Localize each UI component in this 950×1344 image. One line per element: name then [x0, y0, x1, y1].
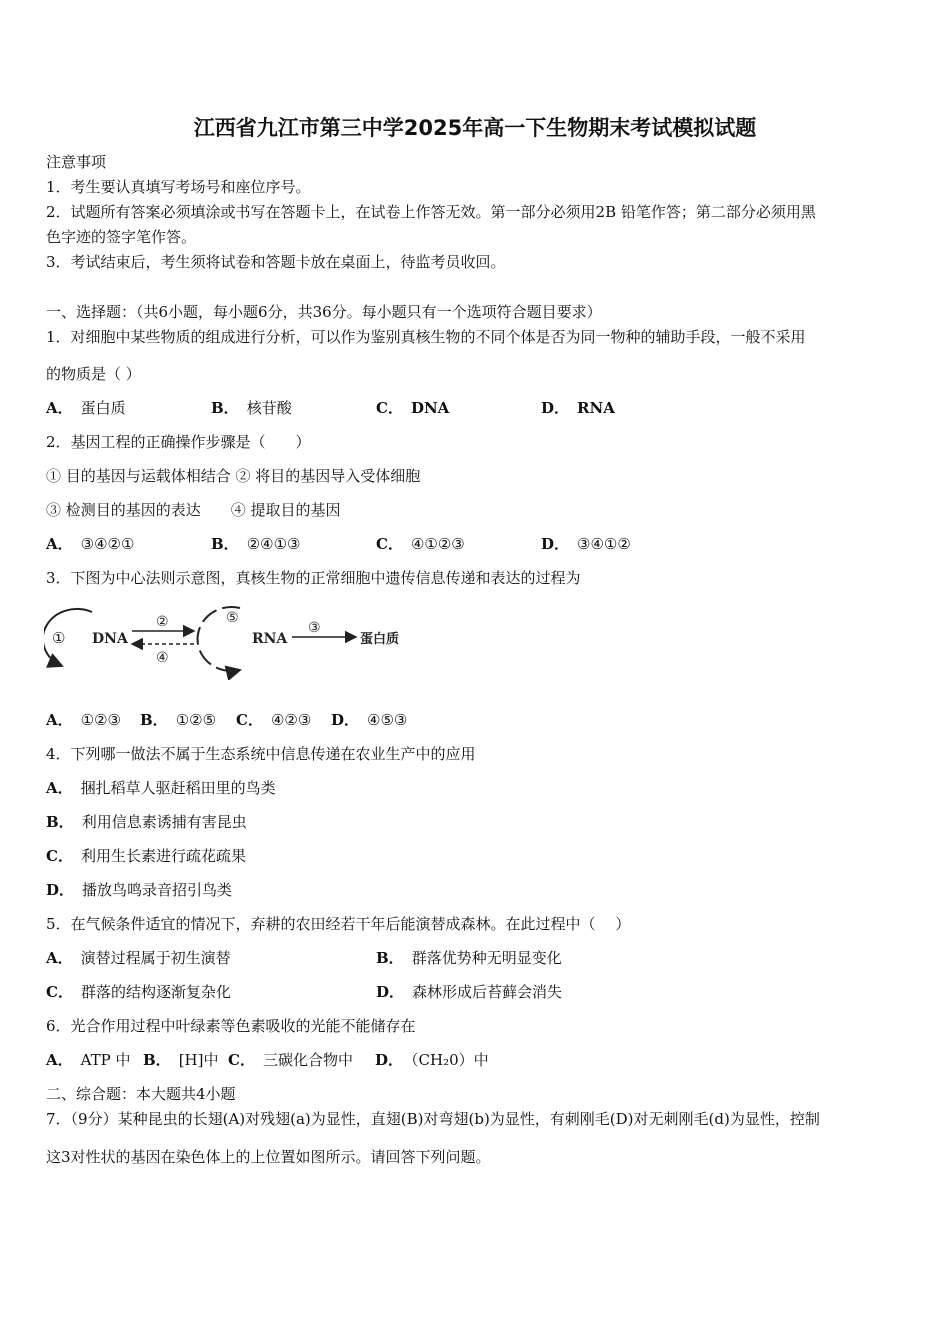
- q2-stem: 2．基因工程的正确操作步骤是（ ）: [46, 433, 311, 451]
- q1-option-c-label: C．: [376, 399, 403, 417]
- q4-option-c-label: C．: [46, 847, 73, 865]
- q6-stem: 6．光合作用过程中叶绿素等色素吸收的光能不能储存在: [46, 1017, 416, 1035]
- q4-option-b-text: 利用信息素诱捕有害昆虫: [81, 813, 247, 831]
- diagram-label-5: ⑤: [226, 610, 239, 626]
- q3-option-c[interactable]: [236, 711, 311, 729]
- diagram-label-rna: RNA: [252, 631, 288, 647]
- q1-option-a[interactable]: [46, 399, 126, 417]
- q4-stem: 4．下列哪一做法不属于生态系统中信息传递在农业生产中的应用: [46, 745, 476, 763]
- q5-option-c-text: 群落的结构逐渐复杂化: [80, 983, 231, 1001]
- notice-item-1: 1．考生要认真填写考场号和座位序号。: [46, 178, 311, 196]
- q7-stem-line1: 7．（9分）某种昆虫的长翅(A)对残翅(a)为显性，直翅(B)对弯翅(b)为显性，有刺刚毛(D)对无刺刚毛(d)为显性，控制: [46, 1110, 820, 1128]
- q4-option-c[interactable]: [46, 847, 246, 865]
- q2-option-d-label: D．: [541, 535, 570, 553]
- q2-option-a-label: A．: [46, 535, 73, 553]
- q5-option-b-label: B．: [376, 949, 404, 967]
- q6-option-c-label: C．: [228, 1051, 255, 1069]
- q1-option-d-text: RNA: [577, 399, 615, 417]
- q2-option-c-text: ④①②③: [410, 535, 465, 553]
- q3-option-c-text: ④②③: [270, 711, 312, 729]
- q1-option-b-label: B．: [211, 399, 239, 417]
- q2-option-d-text: ③④①②: [577, 535, 631, 553]
- q6-option-d-text: （CH₂0）中: [411, 1051, 489, 1069]
- q6-option-b-text: [H]中: [178, 1051, 219, 1069]
- diagram-label-dna: DNA: [92, 631, 128, 647]
- q5-option-c[interactable]: [46, 983, 231, 1001]
- q6-option-b[interactable]: [143, 1051, 218, 1069]
- q3-option-a[interactable]: [46, 711, 121, 729]
- page-title: 江西省九江市第三中学2025年高一下生物期末考试模拟试题: [193, 116, 757, 140]
- q6-option-a-label: A．: [46, 1051, 73, 1069]
- q4-option-a-text: 捆扎稻草人驱赶稻田里的鸟类: [80, 779, 276, 797]
- q1-stem-line2: 的物质是（ ）: [46, 365, 141, 383]
- q6-option-c[interactable]: [228, 1051, 353, 1069]
- q5-option-d-text: 森林形成后苔藓会消失: [412, 983, 563, 1001]
- diagram-label-1: ①: [52, 629, 66, 647]
- q2-option-b[interactable]: [211, 535, 300, 553]
- q7-stem-line2: 这3对性状的基因在染色体上的上位置如图所示。请回答下列问题。: [46, 1148, 491, 1166]
- q5-option-a-text: 演替过程属于初生演替: [80, 949, 231, 967]
- q2-option-c-label: C．: [376, 535, 403, 553]
- q3-option-c-label: C．: [236, 711, 263, 729]
- q2-option-b-label: B．: [211, 535, 239, 553]
- q4-option-d[interactable]: [46, 881, 232, 899]
- q6-option-b-label: B．: [143, 1051, 171, 1069]
- notice-heading: 注意事项: [46, 153, 107, 171]
- q6-option-a[interactable]: [46, 1051, 131, 1069]
- notice-item-2-cont: 色字迹的签字笔作答。: [46, 228, 197, 246]
- q4-option-d-label: D．: [46, 881, 75, 899]
- q6-option-d[interactable]: [375, 1051, 489, 1069]
- notice-item-2: 2．试题所有答案必须填涂或书写在答题卡上，在试卷上作答无效。第一部分必须用2B 铅笔作答；第二部分必须用黑: [46, 203, 816, 221]
- q4-option-a-label: A．: [46, 779, 73, 797]
- q1-option-b-text: 核苷酸: [246, 399, 292, 417]
- diagram-label-3: ③: [308, 620, 321, 636]
- q5-option-a[interactable]: [46, 949, 231, 967]
- diagram-label-protein: 蛋白质: [360, 632, 400, 647]
- q2-option-b-text: ②④①③: [246, 535, 301, 553]
- q3-option-b[interactable]: [140, 711, 216, 729]
- q1-stem-line1: 1．对细胞中某些物质的组成进行分析，可以作为鉴别真核生物的不同个体是否为同一物种的辅助手段，一般不采用: [46, 328, 806, 346]
- q5-option-b[interactable]: [376, 949, 562, 967]
- diagram-label-2: ②: [156, 614, 169, 630]
- q4-option-b[interactable]: [46, 813, 247, 831]
- q5-option-d-label: D．: [376, 983, 405, 1001]
- section2-heading: 二、综合题：本大题共4小题: [46, 1085, 236, 1103]
- q3-option-a-label: A．: [46, 711, 73, 729]
- q5-stem: 5．在气候条件适宜的情况下，弃耕的农田经若干年后能演替成森林。在此过程中（ ）: [46, 915, 631, 933]
- q3-option-a-text: ①②③: [80, 711, 121, 729]
- q4-option-d-text: 播放鸟鸣录音招引鸟类: [82, 881, 233, 899]
- q3-option-b-label: B．: [140, 711, 168, 729]
- q2-option-d[interactable]: [541, 535, 631, 553]
- q1-option-b[interactable]: [211, 399, 292, 417]
- q4-option-b-label: B．: [46, 813, 74, 831]
- q2-option-a-text: ③④②①: [80, 535, 135, 553]
- q1-option-a-text: 蛋白质: [80, 399, 126, 417]
- section1-heading: 一、选择题：（共6小题，每小题6分，共36分。每小题只有一个选项符合题目要求）: [46, 303, 602, 321]
- q3-option-d[interactable]: [331, 711, 407, 729]
- q3-stem: 3．下图为中心法则示意图，真核生物的正常细胞中遗传信息传递和表达的过程为: [46, 569, 581, 587]
- q3-option-d-label: D．: [331, 711, 360, 729]
- q2-steps-line2: ③ 检测目的基因的表达 ④ 提取目的基因: [46, 501, 341, 519]
- q6-option-a-text: ATP 中: [80, 1051, 131, 1069]
- q3-option-d-text: ④⑤③: [367, 711, 408, 729]
- q1-option-c-text: DNA: [410, 399, 450, 417]
- q4-option-c-text: 利用生长素进行疏花疏果: [80, 847, 246, 865]
- q4-option-a[interactable]: [46, 779, 276, 797]
- q5-option-b-text: 群落优势种无明显变化: [411, 949, 562, 967]
- q6-option-c-text: 三碳化合物中: [262, 1051, 353, 1069]
- central-dogma-diagram: [44, 600, 424, 680]
- q3-option-b-text: ①②⑤: [175, 711, 217, 729]
- q1-option-c[interactable]: [376, 399, 449, 417]
- q5-option-d[interactable]: [376, 983, 562, 1001]
- q2-option-a[interactable]: [46, 535, 134, 553]
- q2-steps-line1: ① 目的基因与运载体相结合 ② 将目的基因导入受体细胞: [46, 467, 421, 485]
- q5-option-c-label: C．: [46, 983, 73, 1001]
- q5-option-a-label: A．: [46, 949, 73, 967]
- q1-option-d[interactable]: [541, 399, 615, 417]
- diagram-label-4: ④: [156, 650, 169, 666]
- q1-option-a-label: A．: [46, 399, 73, 417]
- q1-option-d-label: D．: [541, 399, 570, 417]
- notice-item-3: 3．考试结束后，考生须将试卷和答题卡放在桌面上，待监考员收回。: [46, 253, 506, 271]
- q2-option-c[interactable]: [376, 535, 465, 553]
- q6-option-d-label: D．: [375, 1051, 404, 1069]
